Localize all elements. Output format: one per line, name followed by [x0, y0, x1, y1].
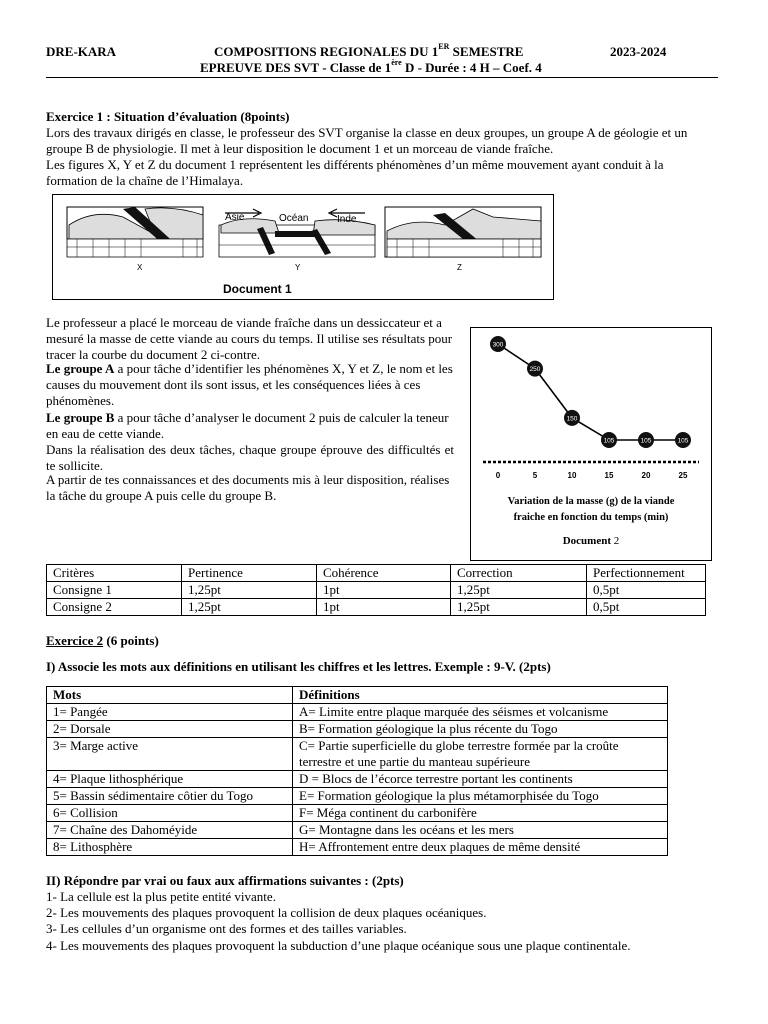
figure-z — [385, 207, 541, 257]
matching-row — [47, 839, 668, 856]
definition-cell: C= Partie superficielle du globe terrestre formée par la croûte terrestre et une partie du manteau supérieure — [293, 738, 668, 771]
ex1-intro: Lors des travaux dirigés en classe, le professeur des SVT organise la classe en deux groupes, un groupe A de géologie et un groupe B de physiologie. Il met à leur disposition le document 1 et un morceau de viande fraîche. — [46, 125, 688, 156]
chart-point-label: 300 — [492, 341, 504, 349]
document-1-figure — [52, 194, 554, 300]
word-cell: 6= Collision — [47, 805, 293, 822]
affirmation-4: 4- Les mouvements des plaques provoquent la subduction d’une plaque océanique sous une plaque continentale. — [46, 938, 631, 953]
chart-title-line-2: fraiche en fonction du temps (min) — [513, 512, 669, 523]
chart-x-tick-label: 25 — [678, 471, 688, 480]
criteria-header-cell: Correction — [451, 565, 587, 582]
document-1-drawing — [53, 195, 553, 299]
label-asie: Asie — [225, 212, 245, 223]
criteria-row — [47, 599, 706, 616]
matching-row — [47, 738, 668, 771]
criteria-header-row — [47, 565, 706, 582]
header-year: 2023-2024 — [610, 44, 667, 59]
matching-header-cell: Mots — [47, 687, 293, 704]
figure-z-label: Z — [457, 263, 462, 272]
criteria-table — [46, 564, 706, 616]
criteria-row — [47, 582, 706, 599]
criteria-cell: 1pt — [317, 582, 451, 599]
chart-x-tick-label: 5 — [532, 471, 538, 480]
document-2-chart — [470, 327, 712, 561]
word-cell: 3= Marge active — [47, 738, 293, 771]
definition-cell: H= Affrontement entre deux plaques de même densité — [293, 839, 668, 856]
chart-x-tick-label: 15 — [604, 471, 614, 480]
criteria-cell: 1,25pt — [451, 582, 587, 599]
chart-x-tick-label: 0 — [495, 471, 501, 480]
ex1-title: Exercice 1 : Situation d’évaluation (8points) — [46, 109, 290, 124]
figure-y-label: Y — [295, 263, 301, 272]
chart-title-line-1: Variation de la masse (g) de la viande — [507, 496, 675, 507]
chart-point — [638, 432, 654, 448]
criteria-header-cell: Critères — [47, 565, 182, 582]
ex2-question-2: II) Répondre par vrai ou faux aux affirmations suivantes : (2pts) — [46, 873, 404, 888]
criteria-cell: 0,5pt — [587, 582, 706, 599]
chart-point-label: 150 — [566, 415, 578, 423]
ex1-task: A partir de tes connaissances et des documents mis à leur disposition, réalises la tâche du groupe A puis celle du groupe B. — [46, 472, 450, 503]
definition-cell: A= Limite entre plaque marquée des séismes et volcanisme — [293, 704, 668, 721]
chart-svg — [471, 328, 711, 560]
matching-row — [47, 721, 668, 738]
matching-table — [46, 686, 668, 856]
chart-point — [564, 410, 580, 426]
document-1-caption: Document 1 — [223, 282, 292, 296]
chart-x-tick-label: 10 — [567, 471, 577, 480]
definition-cell: G= Montagne dans les océans et les mers — [293, 822, 668, 839]
word-cell: 4= Plaque lithosphérique — [47, 771, 293, 788]
criteria-cell: 0,5pt — [587, 599, 706, 616]
matching-row — [47, 704, 668, 721]
chart-point — [490, 336, 506, 352]
criteria-cell: Consigne 2 — [47, 599, 182, 616]
ex1-difficulties: Dans la réalisation des deux tâches, chaque groupe éprouve des difficultés et te sollicite. — [46, 442, 454, 473]
chart-point-label: 105 — [677, 437, 689, 445]
criteria-cell: 1,25pt — [182, 582, 317, 599]
ex1-group-a: Le groupe A a pour tâche d’identifier les phénomènes X, Y et Z, le nom et les causes du mouvement dont ils sont issus, et les conséquences liées à ces phénomènes. — [46, 361, 453, 408]
definition-cell: D = Blocs de l’écorce terrestre portant les continents — [293, 771, 668, 788]
ex2-question-1: I) Associe les mots aux définitions en utilisant les chiffres et les lettres. Exemple : 9-V. (2pts) — [46, 659, 551, 674]
definition-cell: B= Formation géologique la plus récente du Togo — [293, 721, 668, 738]
word-cell: 7= Chaîne des Dahoméyide — [47, 822, 293, 839]
matching-row — [47, 822, 668, 839]
word-cell: 1= Pangée — [47, 704, 293, 721]
word-cell: 5= Bassin sédimentaire côtier du Togo — [47, 788, 293, 805]
header-rule — [46, 77, 718, 78]
criteria-header-cell: Perfectionnement — [587, 565, 706, 582]
matching-row — [47, 771, 668, 788]
ex2-title: Exercice 2 (6 points) — [46, 633, 159, 648]
header-title: COMPOSITIONS REGIONALES DU 1ER SEMESTRE — [214, 42, 524, 59]
definition-cell: E= Formation géologique la plus métamorphisée du Togo — [293, 788, 668, 805]
figure-x — [67, 207, 203, 257]
chart-point — [601, 432, 617, 448]
matching-header-row — [47, 687, 668, 704]
affirmation-3: 3- Les cellules d’un organisme ont des formes et des tailles variables. — [46, 921, 407, 936]
definition-cell: F= Méga continent du carbonifère — [293, 805, 668, 822]
chart-point — [675, 432, 691, 448]
criteria-cell: Consigne 1 — [47, 582, 182, 599]
word-cell: 2= Dorsale — [47, 721, 293, 738]
affirmation-1: 1- La cellule est la plus petite entité vivante. — [46, 889, 276, 904]
label-ocean: Océan — [279, 213, 309, 224]
chart-caption: Document 2 — [562, 535, 620, 547]
matching-header-cell: Définitions — [293, 687, 668, 704]
affirmation-2: 2- Les mouvements des plaques provoquent la collision de deux plaques océaniques. — [46, 905, 487, 920]
ex1-doc1-description: Les figures X, Y et Z du document 1 représentent les différents phénomènes d’un même mouvement ayant conduit à la formation de la chaîne de l’Himalaya. — [46, 157, 664, 188]
criteria-header-cell: Pertinence — [182, 565, 317, 582]
ex1-group-b: Le groupe B a pour tâche d’analyser le document 2 puis de calculer la teneur en eau de cette viande. — [46, 410, 449, 441]
figure-x-label: X — [137, 263, 143, 272]
word-cell: 8= Lithosphère — [47, 839, 293, 856]
criteria-header-cell: Cohérence — [317, 565, 451, 582]
criteria-cell: 1,25pt — [451, 599, 587, 616]
chart-line-segment — [535, 369, 572, 418]
matching-row — [47, 788, 668, 805]
chart-x-tick-label: 20 — [641, 471, 651, 480]
chart-point-label: 250 — [529, 366, 541, 374]
criteria-cell: 1,25pt — [182, 599, 317, 616]
ex1-experiment-text: Le professeur a placé le morceau de viande fraîche dans un dessiccateur et a mesuré la masse de cette viande au cours du temps. Il utilise ses résultats pour tracer la courbe du document 2 ci-contre. — [46, 315, 453, 362]
header-subtitle: EPREUVE DES SVT - Classe de 1ère D - Durée : 4 H – Coef. 4 — [200, 58, 542, 75]
chart-point-label: 105 — [603, 437, 615, 445]
header-left: DRE-KARA — [46, 44, 117, 59]
chart-point-label: 105 — [640, 437, 652, 445]
chart-point — [527, 361, 543, 377]
matching-row — [47, 805, 668, 822]
criteria-cell: 1pt — [317, 599, 451, 616]
label-inde: Inde — [337, 214, 357, 225]
